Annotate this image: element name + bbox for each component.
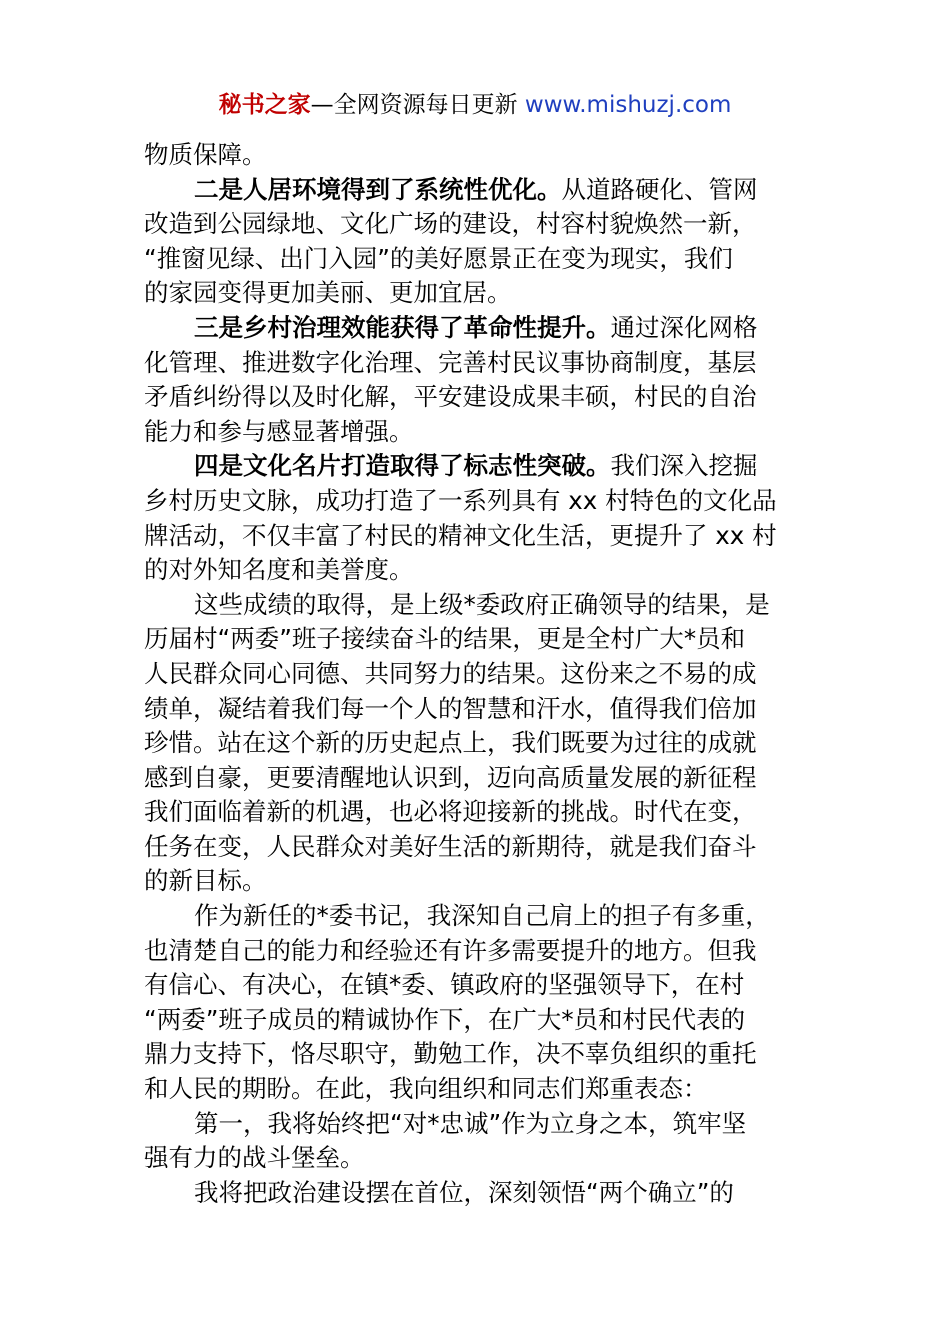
text-line: 珍惜。站在这个新的历史起点上，我们既要为过往的成就 xyxy=(144,728,757,758)
text-span: 通过深化网格 xyxy=(610,312,758,342)
text-span: 从道路硬化、管网 xyxy=(561,174,758,204)
document-body xyxy=(144,138,808,1210)
text-line: “两委”班子成员的精诚协作下，在广大*员和村民代表的 xyxy=(144,1004,746,1034)
website-link[interactable]: www.mishuzj.com xyxy=(524,92,732,118)
text-line: 有信心、有决心，在镇*委、镇政府的坚强领导下，在村 xyxy=(144,970,745,1000)
text-line: 我们面临着新的机遇，也必将迎接新的挑战。时代在变， xyxy=(144,797,757,827)
paragraph-line xyxy=(144,449,808,484)
text-line: 任务在变，人民群众对美好生活的新期待，就是我们奋斗 xyxy=(144,831,757,861)
text-line: 乡村历史文脉，成功打造了一系列具有 xx 村特色的文化品 xyxy=(144,485,777,515)
text-line: 和人民的期盼。在此，我向组织和同志们郑重表态： xyxy=(144,1074,708,1104)
bold-heading: 三是乡村治理效能获得了革命性提升。 xyxy=(194,312,611,342)
brand-name: 秘书之家 xyxy=(218,92,311,118)
text-line: 我将把政治建设摆在首位，深刻领悟“两个确立”的 xyxy=(194,1177,734,1207)
header-tagline: —全网资源每日更新 xyxy=(310,92,525,118)
text-line: 第一，我将始终把“对*忠诚”作为立身之本，筑牢坚 xyxy=(194,1108,747,1138)
text-line: 的家园变得更加美丽、更加宜居。 xyxy=(144,278,512,308)
paragraph-line xyxy=(144,173,808,208)
text-line: 感到自豪，更要清醒地认识到，迈向高质量发展的新征程 xyxy=(144,762,757,792)
text-line: 鼎力支持下，恪尽职守，勤勉工作，决不辜负组织的重托 xyxy=(144,1039,757,1069)
text-line: 物质保障。 xyxy=(144,140,267,169)
text-line: 能力和参与感显著增强。 xyxy=(144,416,414,446)
text-line: 的新目标。 xyxy=(144,866,267,896)
text-line: 的对外知名度和美誉度。 xyxy=(144,555,414,585)
text-line: 作为新任的*委书记，我深知自己肩上的担子有多重， xyxy=(194,901,770,931)
page-header xyxy=(0,88,950,122)
text-line: 改造到公园绿地、文化广场的建设，村容村貌焕然一新， xyxy=(144,209,757,239)
text-line: 化管理、推进数字化治理、完善村民议事协商制度，基层 xyxy=(144,347,757,377)
bold-heading: 四是文化名片打造取得了标志性突破。 xyxy=(194,451,611,481)
text-line: 绩单，凝结着我们每一个人的智慧和汗水，值得我们倍加 xyxy=(144,693,757,723)
paragraph-line xyxy=(144,311,808,346)
text-line: 也清楚自己的能力和经验还有许多需要提升的地方。但我 xyxy=(144,935,757,965)
bold-heading: 二是人居环境得到了系统性优化。 xyxy=(194,174,562,204)
text-line: 强有力的战斗堡垒。 xyxy=(144,1143,365,1173)
text-line: “推窗见绿、出门入园”的美好愿景正在变为现实，我们 xyxy=(144,243,733,273)
text-line: 牌活动，不仅丰富了村民的精神文化生活，更提升了 xx 村 xyxy=(144,520,777,550)
text-line: 这些成绩的取得，是上级*委政府正确领导的结果，是 xyxy=(194,589,770,619)
text-span: 我们深入挖掘 xyxy=(610,451,758,481)
text-line: 人民群众同心同德、共同努力的结果。这份来之不易的成 xyxy=(144,658,757,688)
text-line: 矛盾纠纷得以及时化解，平安建设成果丰硕，村民的自治 xyxy=(144,382,757,412)
text-line: 历届村“两委”班子接续奋斗的结果，更是全村广大*员和 xyxy=(144,624,746,654)
